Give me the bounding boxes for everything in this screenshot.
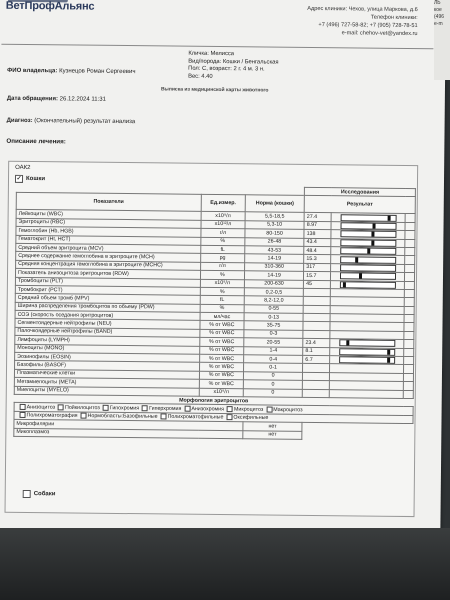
- row-indicator: Показатель анизоцитоза эритроцитов (RDW): [15, 268, 200, 278]
- row-pad: [404, 298, 414, 306]
- row-bar-cell: [331, 280, 405, 289]
- morphology-option: Полихроматография: [26, 412, 78, 420]
- row-norm: 20-55: [244, 338, 303, 347]
- morphology-checkbox[interactable]: [266, 406, 272, 412]
- row-unit: x10⁹/л: [199, 388, 243, 397]
- row-value: 317: [304, 263, 331, 272]
- row-unit: fL: [200, 296, 244, 305]
- row-bar-cell: [331, 247, 405, 256]
- row-unit: %: [200, 304, 244, 313]
- morphology-checkbox[interactable]: [161, 414, 167, 420]
- row-bar-cell: [331, 238, 405, 247]
- row-pad: [403, 382, 413, 390]
- row-norm: 26-48: [245, 237, 304, 246]
- row-value: 138: [304, 230, 331, 239]
- result-bar: [340, 273, 396, 281]
- row-value: [303, 330, 330, 339]
- row-indicator: Средняя концентрация гемоглобина в эритроците (MCHC): [16, 260, 201, 270]
- row-norm: 0-55: [244, 304, 303, 313]
- pet-weight: Вес: 4.40: [188, 73, 213, 80]
- row-indicator: Лейкоциты (WBC): [16, 210, 201, 220]
- row-norm: 5,3-10: [245, 221, 304, 230]
- mycoplasmosis-label: Микоплазмоз: [14, 428, 243, 439]
- row-pad: [405, 231, 415, 239]
- cats-group[interactable]: [15, 175, 45, 183]
- row-norm: 310-360: [245, 263, 304, 272]
- result-bar: [340, 264, 396, 272]
- col-indicators: Показатели: [16, 193, 201, 212]
- row-pad: [405, 222, 415, 230]
- row-value: [302, 389, 329, 398]
- row-indicator: Метамиелоциты (META): [14, 378, 199, 388]
- morphology-option: Полихроматофильные: [167, 414, 224, 421]
- clinic-email: e-mail: chehov-vet@yandex.ru: [341, 30, 418, 38]
- row-unit: %: [200, 287, 244, 296]
- document-title: Выписка из медицинской карты животного: [160, 86, 269, 94]
- row-unit: % от WBC: [199, 346, 243, 355]
- morphology-option: Гиперхромия: [149, 405, 182, 412]
- dogs-checkbox[interactable]: [23, 490, 31, 498]
- row-norm: 200-630: [244, 279, 303, 288]
- result-marker: [367, 249, 370, 254]
- result-bar: [339, 340, 395, 348]
- row-indicator: СОЭ (скорость оседания эритроцитов): [15, 310, 200, 320]
- research-header: Исследования: [305, 187, 416, 197]
- row-indicator: Эозинофилы (EOSIN): [15, 352, 200, 362]
- row-value: 15.7: [304, 272, 331, 281]
- row-norm: 8,2-12,0: [244, 296, 303, 305]
- row-norm: 0-4: [244, 355, 303, 364]
- row-unit: pg: [200, 254, 244, 263]
- pet-species: Вид/порода: Кошки / Бенгальская: [188, 58, 279, 66]
- row-bar-cell: [330, 347, 404, 356]
- row-pad: [405, 264, 415, 272]
- row-pad: [404, 306, 414, 314]
- row-value: [303, 297, 330, 306]
- morphology-checkbox[interactable]: [227, 406, 233, 412]
- result-bar: [340, 256, 396, 264]
- row-unit: % от WBC: [199, 363, 243, 372]
- diagnosis-line: [7, 118, 136, 125]
- row-norm: 0-1: [244, 363, 303, 372]
- cats-label: Кошки: [25, 175, 46, 183]
- row-unit: % от WBC: [200, 329, 244, 338]
- row-pad: [405, 214, 415, 222]
- row-bar-cell: [331, 213, 405, 222]
- morphology-checkbox[interactable]: [58, 404, 64, 410]
- row-unit: % от WBC: [199, 371, 243, 380]
- results-body: [14, 210, 415, 399]
- mycoplasmosis-spacer: [302, 431, 413, 441]
- row-indicator: Средний объем эритроцита (MCV): [16, 243, 201, 253]
- row-unit: fL: [200, 245, 244, 254]
- morphology-checkbox[interactable]: [20, 412, 26, 418]
- adjacent-sheet-text: ЛЬ: [434, 0, 441, 6]
- row-value: 6.7: [303, 355, 330, 364]
- row-value: 8.1: [303, 347, 330, 356]
- row-norm: 0-13: [244, 313, 303, 322]
- row-indicator: Гемоглобин (Hb, HGB): [16, 227, 201, 237]
- row-unit: x10¹²/л: [201, 220, 245, 229]
- row-bar-cell: [331, 255, 405, 264]
- pet-nickname: Кличка: Мелисса: [188, 50, 235, 58]
- result-marker: [358, 274, 361, 279]
- treatment-label: Описание лечения:: [6, 137, 66, 146]
- background-grass: [0, 528, 450, 600]
- row-value: [303, 322, 330, 331]
- row-indicator: Эритроциты (RBC): [16, 218, 201, 228]
- row-norm: 43-53: [245, 246, 304, 255]
- cats-checkbox[interactable]: ✓: [16, 175, 22, 182]
- owner-label: ФИО владельца:: [7, 67, 58, 75]
- pet-info: [188, 51, 279, 82]
- morphology-checkbox[interactable]: [20, 404, 26, 410]
- pet-sex-age: Пол: С, возраст: 2 г. 4 м. 3 н.: [188, 65, 265, 73]
- row-pad: [404, 323, 414, 331]
- analysis-panel: [5, 161, 419, 517]
- row-norm: 0: [243, 388, 302, 397]
- mycoplasmosis-value: нет: [243, 430, 302, 439]
- row-indicator: Средний объем тромб (MPV): [15, 294, 200, 304]
- result-marker: [343, 282, 346, 287]
- row-indicator: Лимфоциты (LYMPH): [15, 336, 200, 346]
- row-norm: 1-4: [244, 346, 303, 355]
- result-bar: [339, 356, 395, 364]
- morphology-checkbox[interactable]: [81, 413, 87, 419]
- row-value: [303, 288, 330, 297]
- row-unit: мл/час: [200, 312, 244, 321]
- visit-date: 26.12.2024 11:31: [59, 96, 106, 103]
- row-unit: % от WBC: [199, 338, 243, 347]
- dogs-label: Собаки: [33, 491, 56, 498]
- row-value: 15.3: [304, 255, 331, 264]
- row-bar-cell: [330, 356, 404, 365]
- clinic-phones: +7 (496) 727-58-82; +7 (905) 728-78-51: [318, 22, 418, 30]
- morphology-option: Пойкилоцитоз: [64, 404, 100, 411]
- row-value: [303, 364, 330, 373]
- row-bar-cell: [331, 221, 405, 230]
- row-pad: [403, 390, 413, 398]
- morphology-option: Нормобласты:Базофильные: [87, 413, 158, 420]
- clinic-phone-label: Телефон клиники:: [370, 14, 418, 22]
- row-bar-cell: [330, 339, 404, 348]
- result-bar: [340, 247, 396, 255]
- row-value: 45: [304, 280, 331, 289]
- diagnosis-text: (Окончательный) результат анализа: [34, 118, 136, 126]
- result-marker: [346, 341, 349, 346]
- morphology-checkbox[interactable]: [142, 405, 148, 411]
- morphology-title: Морфология эритроцитов: [179, 397, 249, 404]
- row-value: 23.4: [303, 339, 330, 348]
- row-unit: % от WBC: [199, 380, 243, 389]
- row-norm: 5,5-18,5: [245, 212, 304, 221]
- row-value: 43.4: [304, 238, 331, 247]
- row-pad: [404, 315, 414, 323]
- result-marker: [387, 350, 390, 355]
- morphology-checkbox[interactable]: [184, 405, 190, 411]
- morphology-checkbox[interactable]: [226, 414, 232, 420]
- result-marker: [372, 232, 375, 237]
- morphology-option: Анизоцитоз: [26, 404, 56, 411]
- morphology-option: Оксифильные: [233, 414, 269, 422]
- result-bar: [340, 281, 396, 289]
- results-table: [13, 184, 416, 441]
- row-indicator: Базофилы (BASOF): [15, 361, 200, 371]
- row-indicator: Среднее содержание гемоглобина в эритроците (MCH): [16, 252, 201, 262]
- row-indicator: Тромбоциты (PLT): [15, 277, 200, 287]
- results-table-wrap: [9, 175, 417, 438]
- col-unit: Ед.измер.: [201, 195, 246, 212]
- result-marker: [355, 257, 358, 262]
- row-unit: %: [200, 270, 244, 279]
- visit-date-line: [7, 96, 106, 103]
- row-pad: [404, 331, 414, 339]
- row-bar-cell: [331, 230, 405, 239]
- row-norm: 35-75: [244, 321, 303, 330]
- row-pad: [404, 348, 414, 356]
- row-unit: % от WBC: [199, 354, 243, 363]
- row-unit: %: [201, 237, 245, 246]
- row-norm: 80-150: [245, 229, 304, 238]
- row-norm: 0,2-0,5: [244, 288, 303, 297]
- row-pad: [405, 256, 415, 264]
- col-result: Результат: [304, 196, 415, 214]
- row-pad: [404, 281, 414, 289]
- row-indicator: Миелоциты (MYELO): [14, 386, 199, 396]
- row-bar-cell: [331, 272, 405, 281]
- row-unit: % от WBC: [200, 321, 244, 330]
- dogs-group[interactable]: [23, 490, 56, 498]
- row-pad: [404, 373, 414, 381]
- row-indicator: Моноциты (MONO): [15, 344, 200, 354]
- visit-date-label: Дата обращения:: [6, 95, 59, 103]
- result-bar: [340, 239, 396, 247]
- filaria-value: нет: [243, 422, 302, 431]
- morphology-option: Гипохромия: [109, 405, 140, 412]
- row-value: [302, 381, 329, 390]
- row-norm: 14-19: [245, 271, 304, 280]
- result-bar: [340, 214, 396, 222]
- row-value: [303, 372, 330, 381]
- row-pad: [404, 289, 414, 297]
- row-norm: 0-3: [244, 330, 303, 339]
- result-bar: [340, 231, 396, 239]
- row-value: [303, 313, 330, 322]
- row-pad: [405, 239, 415, 247]
- row-unit: x10⁹/л: [201, 212, 245, 221]
- panel-name: ОАК2: [15, 164, 31, 172]
- morphology-section: [14, 394, 413, 440]
- row-unit: г/л: [200, 262, 244, 271]
- result-bar: [340, 222, 396, 230]
- diagnosis-label: Диагноз:: [6, 117, 33, 125]
- clinic-logo: ВетПрофАльянс: [5, 0, 95, 13]
- row-norm: 14-19: [245, 254, 304, 263]
- row-value: 8.97: [304, 221, 331, 230]
- row-pad: [404, 365, 414, 373]
- owner-line: [7, 68, 135, 75]
- row-bar-cell: [331, 263, 405, 272]
- morphology-option: Анизохромия: [191, 405, 225, 413]
- adjacent-sheet: [434, 0, 450, 80]
- col-norm: Норма (кошки): [245, 195, 304, 213]
- row-indicator: Тромбокрит (PCT): [15, 285, 200, 295]
- row-unit: г/л: [201, 228, 245, 237]
- owner-name: Кузнецов Роман Сергеевич: [59, 68, 136, 76]
- clinic-contacts: [307, 5, 418, 38]
- result-marker: [387, 215, 390, 220]
- row-pad: [404, 356, 414, 364]
- row-pad: [405, 247, 415, 255]
- adjacent-sheet-text: (496: [434, 14, 445, 20]
- header-divider: [1, 44, 433, 50]
- morphology-option: Макроцитоз: [273, 406, 303, 414]
- row-unit: x10⁹/л: [200, 279, 244, 288]
- adjacent-sheet-text: e-m: [434, 21, 443, 27]
- row-value: [303, 305, 330, 314]
- row-value: 27.4: [304, 213, 331, 222]
- row-indicator: Сегментоядерные нейтрофилы (NEU): [15, 319, 200, 329]
- result-marker: [387, 358, 390, 363]
- row-indicator: Палочкоядерные нейтрофилы (BAND): [15, 327, 200, 337]
- morphology-checkbox[interactable]: [103, 405, 109, 411]
- row-norm: 0: [243, 380, 302, 389]
- clinic-address: Адрес клиники: Чехов, улица Маркова, д.6: [307, 5, 418, 14]
- row-value: 48.4: [304, 246, 331, 255]
- result-marker: [373, 224, 376, 229]
- adjacent-sheet-text: кое: [434, 7, 442, 13]
- row-pad: [404, 340, 414, 348]
- row-norm: 0: [243, 372, 302, 381]
- row-indicator: Гематокрит (Ht, HCT): [16, 235, 201, 245]
- row-pad: [405, 273, 415, 281]
- row-indicator: Ширина распределения тромбоцитов по объему (PDW): [15, 302, 200, 312]
- filaria-label: Микрофилярии: [14, 420, 243, 431]
- row-indicator: Плазматические клетки: [14, 369, 199, 379]
- result-bar: [339, 348, 395, 356]
- result-marker: [372, 240, 375, 245]
- morphology-option: Микроцитоз: [233, 406, 264, 413]
